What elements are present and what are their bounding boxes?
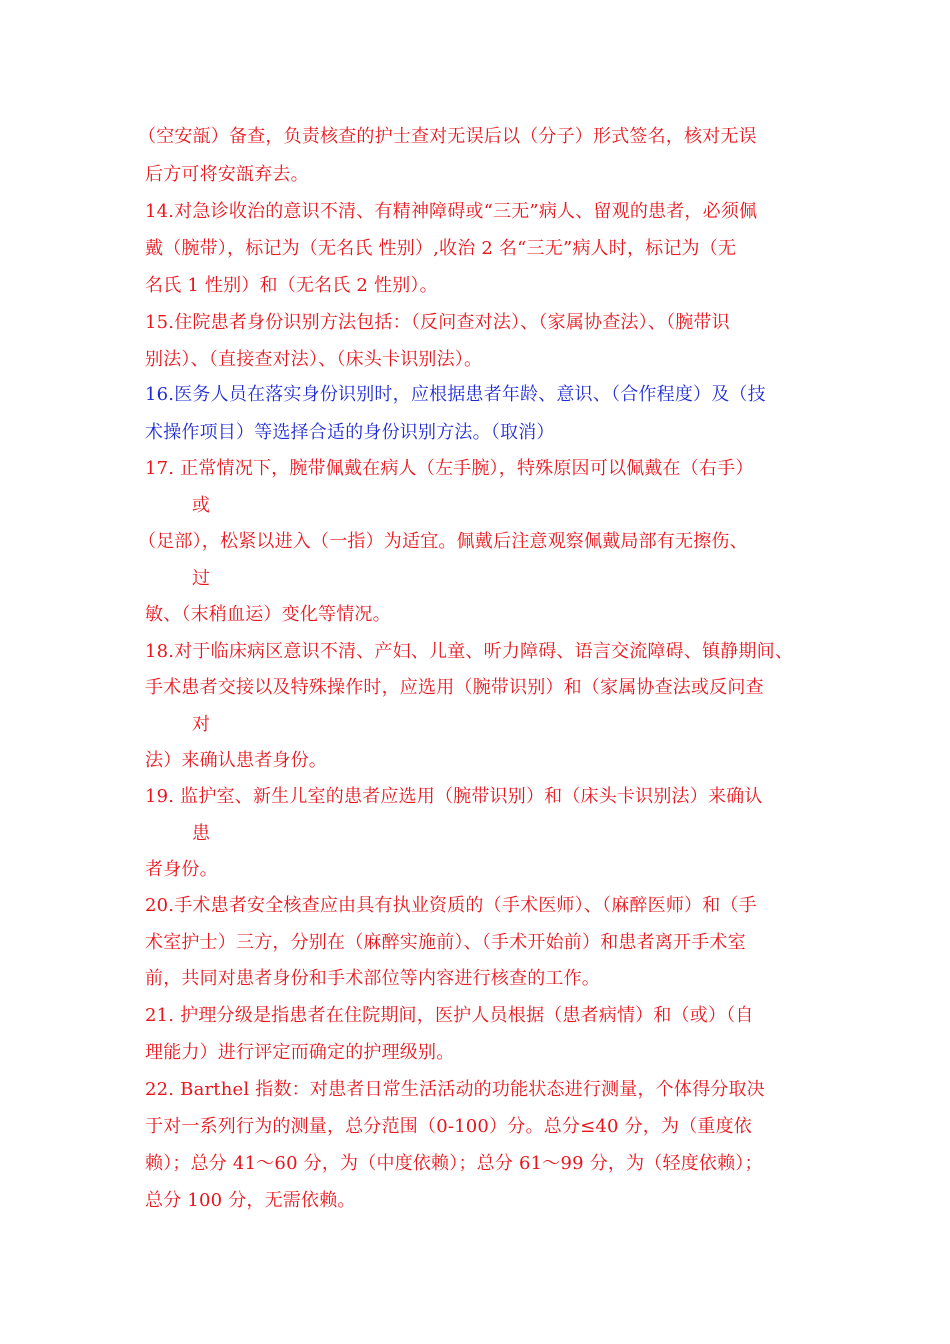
text-line: （足部），松紧以进入（一指）为适宜。佩戴后注意观察佩戴局部有无擦伤、	[138, 531, 748, 552]
text-line: 别法）、（直接查对法）、（床头卡识别法）。	[145, 349, 483, 370]
item-21: 21. 护理分级是指患者在住院期间，医护人员根据（患者病情）和（或）（自	[145, 1005, 754, 1026]
text-line: 后方可将安瓿弃去。	[145, 164, 309, 185]
item-20: 20.手术患者安全核查应由具有执业资质的（手术医师）、（麻醉医师）和（手	[145, 895, 757, 916]
text-line: 过	[192, 568, 211, 589]
item-18: 18.对于临床病区意识不清、产妇、儿童、听力障碍、语言交流障碍、镇静期间、	[145, 641, 794, 662]
text-line: 对	[192, 714, 211, 735]
item-15: 15.住院患者身份识别方法包括：（反问查对法）、（家属协查法）、（腕带识	[145, 312, 730, 333]
text-line: 总分 100 分，无需依赖。	[145, 1190, 356, 1211]
text-line: 理能力）进行评定而确定的护理级别。	[145, 1042, 455, 1063]
text-line: 赖）；总分 41～60 分，为（中度依赖）；总分 61～99 分，为（轻度依赖）；	[145, 1153, 763, 1174]
text-line: 手术患者交接以及特殊操作时，应选用（腕带识别）和（家属协查法或反问查	[145, 677, 764, 698]
text-line: 者身份。	[145, 859, 218, 880]
text-line: 术室护士）三方，分别在（麻醉实施前）、（手术开始前）和患者离开手术室	[145, 932, 746, 953]
item-17: 17. 正常情况下，腕带佩戴在病人（左手腕），特殊原因可以佩戴在（右手）	[145, 458, 754, 479]
item-16: 16.医务人员在落实身份识别时，应根据患者年龄、意识、（合作程度）及（技	[145, 384, 766, 405]
item-14: 14.对急诊收治的意识不清、有精神障碍或“三无”病人、留观的患者，必须佩	[145, 201, 758, 222]
text-line: 前，共同对患者身份和手术部位等内容进行核查的工作。	[145, 968, 600, 989]
text-line: 患	[192, 823, 211, 844]
text-line: 名氏 1 性别）和（无名氏 2 性别）。	[145, 275, 438, 296]
text-line: 术操作项目）等选择合适的身份识别方法。（取消）	[145, 422, 555, 443]
text-line: 法）来确认患者身份。	[145, 750, 327, 771]
text-line: 或	[192, 495, 211, 516]
item-22: 22. Barthel 指数：对患者日常生活活动的功能状态进行测量，个体得分取决	[145, 1079, 765, 1100]
text-line: 戴（腕带），标记为（无名氏 性别）,收治 2 名“三无”病人时，标记为（无	[145, 238, 737, 259]
item-19: 19. 监护室、新生儿室的患者应选用（腕带识别）和（床头卡识别法）来确认	[145, 786, 763, 807]
text-line: （空安瓿）备查，负责核查的护士查对无误后以（分子）形式签名，核对无误	[138, 126, 757, 147]
text-line: 于对一系列行为的测量，总分范围（0-100）分。总分≤40 分，为（重度依	[145, 1116, 752, 1137]
text-line: 敏、（末稍血运）变化等情况。	[145, 604, 391, 625]
